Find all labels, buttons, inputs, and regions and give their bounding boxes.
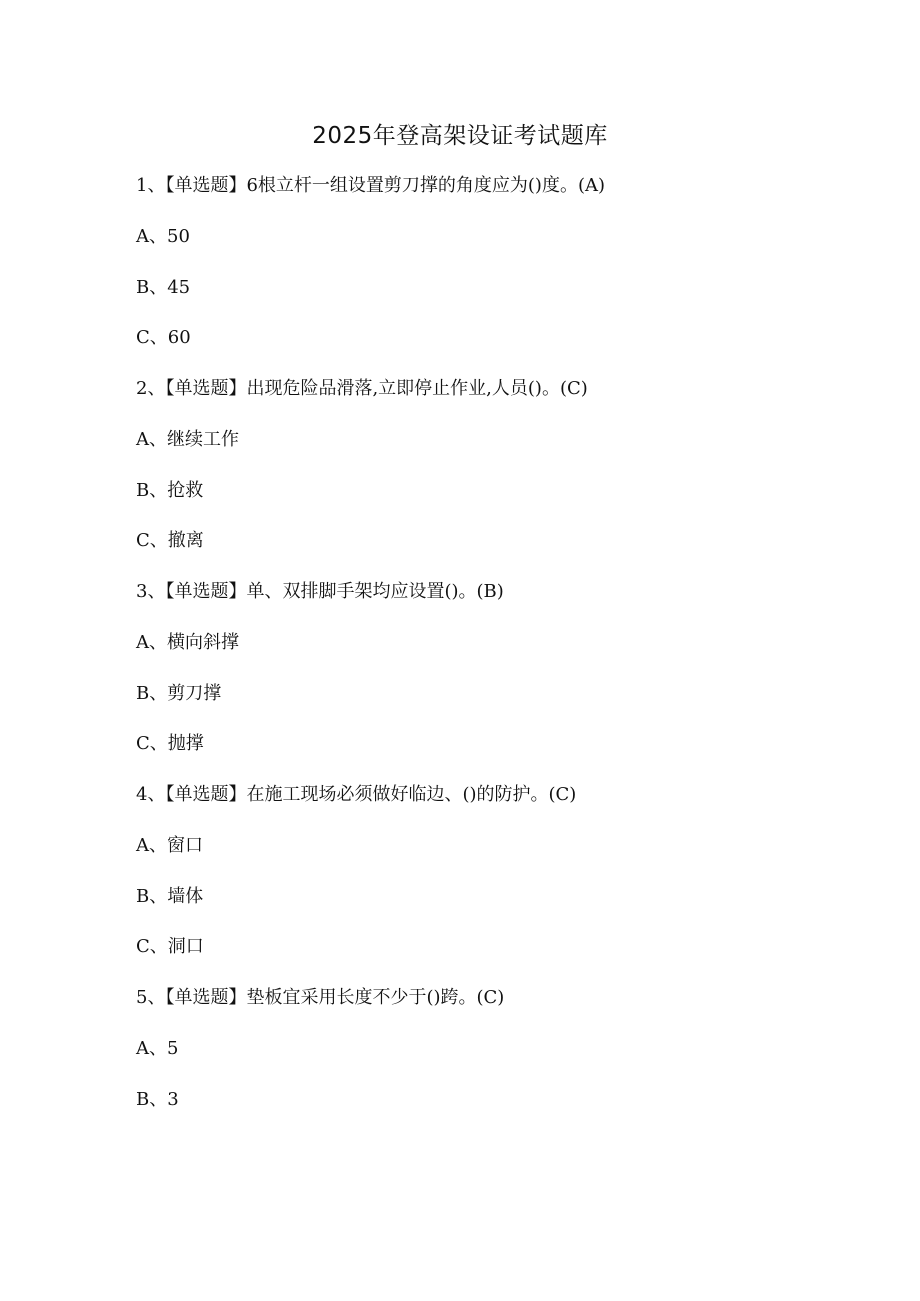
question-4-option-c: C、洞口 xyxy=(136,936,204,958)
question-3-option-b: B、剪刀撑 xyxy=(136,682,222,704)
question-3-option-c: C、抛撑 xyxy=(136,733,204,755)
question-2-option-c: C、撤离 xyxy=(136,530,204,552)
question-1-option-b: B、45 xyxy=(136,276,191,298)
question-2-text: 2、【单选题】出现危险品滑落,立即停止作业,人员()。(C) xyxy=(136,378,588,399)
question-1-option-c: C、60 xyxy=(136,327,191,349)
question-3-option-a: A、横向斜撑 xyxy=(136,631,239,653)
document-title: 2025年登高架设证考试题库 xyxy=(312,123,608,149)
question-5-text: 5、【单选题】垫板宜采用长度不少于()跨。(C) xyxy=(136,987,505,1008)
question-list xyxy=(136,170,876,1134)
question-4-option-b: B、墙体 xyxy=(136,885,204,907)
question-2-option-a: A、继续工作 xyxy=(136,428,239,450)
question-4-option-a: A、窗口 xyxy=(136,834,203,856)
question-1-option-a: A、50 xyxy=(136,225,190,247)
question-5-option-a: A、5 xyxy=(136,1037,179,1059)
question-3-text: 3、【单选题】单、双排脚手架均应设置()。(B) xyxy=(136,581,504,602)
question-2-option-b: B、抢救 xyxy=(136,479,204,501)
question-4-text: 4、【单选题】在施工现场必须做好临边、()的防护。(C) xyxy=(136,784,577,805)
question-1-text: 1、【单选题】6根立杆一组设置剪刀撑的角度应为()度。(A) xyxy=(136,175,605,196)
question-5-option-b: B、3 xyxy=(136,1088,179,1110)
